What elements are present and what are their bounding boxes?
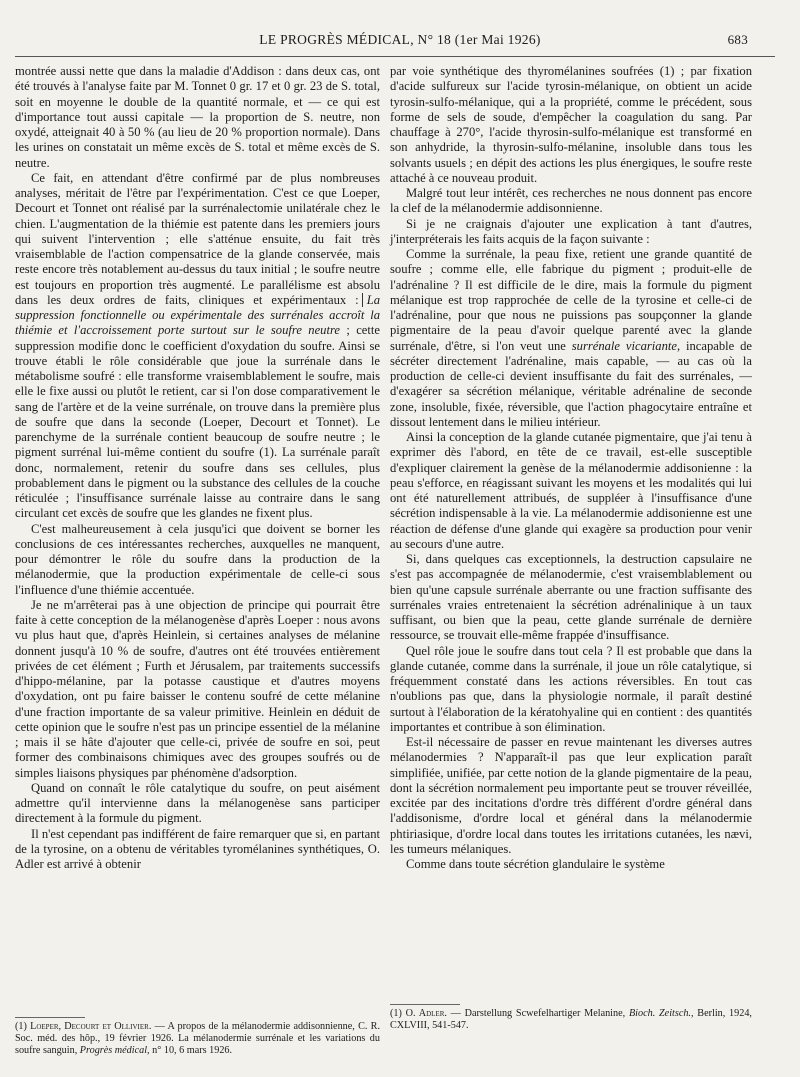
paragraph: Ainsi la conception de la glande cutanée pigmentaire, que j'ai tenu à exprimer dès l'abord, en tête de ce travail, est-elle susceptible d'expliquer clairement la genèse de la mélanodermie addisonienne : la peau s'efforce, en réagissant suivant les moyens et les modalités qui lui ont été naturellement attribués, de suppléer à l'insuffisance d'une sécrétion indispensable à la vie. La mélanodermie addisonienne est une réaction de défense d'une glande qui exagère sa production pour venir au secours d'une autre. — [390, 430, 752, 551]
running-header — [0, 30, 800, 54]
paragraph-text: Comme la surrénale, la peau fixe, retient une grande quantité de soufre ; comme elle, elle fabrique du pigment ; produit-elle de l'adrénaline ? Il est difficile de le dire, mais la formule du pigment mélanique est trop rapprochée de celle de la tyrosine et celle-ci de l'adrénaline, pour que nous ne puissions pas soupçonner la glande pigmentaire de la peau d'avoir quelque parenté avec la glande surrénale, d'être, si l'on veut une — [390, 247, 752, 353]
paragraph: montrée aussi nette que dans la maladie d'Addison : dans deux cas, ont été trouvés à l'analyse faite par M. Tonnet 0 gr. 17 et 0 gr. 23 de S. total, soit en moyenne le double de la quantité normale, et — ce qui est d'importance tout aussi capitale — la proportion de S. neutre, non oxydé, atteignait 40 à 50 % (au lieu de 20 % proportion normale). Dans les urines on constatait un même excès de S. total et même excès de S. neutre. — [15, 64, 380, 170]
paragraph-text: ; cette suppression modifie donc le coefficient d'oxydation du soufre. Ainsi se trouve établi le rôle considérable que joue la surrénale dans le métabolisme soufré : elle transforme vraisemblablement le soufre, mais elle le fixe aussi ou plutôt le retient, car si l'on dose comparativement le sang de l'artère et de la veine surrénale, on trouve dans la première plus de soufre que dans la seconde (Loeper, Decourt et Tonnet). Le parenchyme de la surrénale contient beaucoup de soufre neutre ; le pigment surrénal lui-même contient du soufre (1). La surrénale paraît donc, normalement, retenir du soufre dans ses cellules, plus probablement dans le pigment ou la substance des cellules de la couche réticulée ; l'insuffisance surrénale laisse au contraire dans le sang circulant cet excès de soufre que les glandes ne fixent plus. — [15, 323, 380, 521]
journal-title: LE PROGRÈS MÉDICAL, N° 18 (1er Mai 1926) — [259, 32, 541, 47]
footnote-text: . — A propos de la mélanodermie addisonnienne, C. R. Soc. méd. des hôp., 19 février 1926. La mélanodermie surrénale et les variations du soufre sanguin, — [15, 1021, 380, 1056]
paragraph: par voie synthétique des thyromélanines soufrées (1) ; par fixation d'acide sulfureux sur l'acide tyrosin-mélanique, on obtient un acide tyrosin-sulfo-mélanique, qui a la propriété, comme le précédent, sous forme de sels de soude, d'empêcher la coagulation du sang. Par chauffage à 270°, l'acide thyrosin-sulfo-mélanique est transformé en son anhydride, la thyrosin-sulfo-mélanine, insoluble dans tous les solvants usuels ; en dépit des actions les plus énergiques, le soufre reste attaché à ce nouveau produit. — [390, 64, 752, 185]
paragraph-text: , incapable de sécréter directement l'adrénaline, mais capable, — au cas où la production de celle-ci devient insuffisante du fait des surrénales, — d'exagérer sa sécrétion mélanique, véritable adrénaline de seconde zone, insoluble, fixée, réversible, que l'action phagocytaire entraîne et dissout lentement dans le milieu intérieur. — [390, 338, 752, 429]
header-rule — [15, 56, 775, 57]
left-column — [15, 64, 380, 872]
right-column — [390, 64, 752, 872]
paragraph: Quand on connaît le rôle catalytique du soufre, on peut aisément admettre qu'il intervienne dans la mélanogenèse sans participer directement à la formule du pigment. — [15, 780, 380, 826]
footnote-rule — [390, 1004, 460, 1005]
footnote-tail: , Berlin, 1924, CXLVIII, 541-547. — [390, 1008, 752, 1031]
paragraph: C'est malheureusement à cela jusqu'ici que doivent se borner les conclusions de ces intéressantes recherches, auxquelles ne manquent, pour démontrer le rôle du soufre dans la production de la mélanodermie, que la production expérimentale de celle-ci sous l'influence d'une thiémie accentuée. — [15, 521, 380, 597]
paragraph: Si, dans quelques cas exceptionnels, la destruction capsulaire ne s'est pas accompagnée de mélanodermie, c'est vraisemblablement ou bien qu'une capsule surrénale aberrante ou une fraction suffisante des surrénales vraies entretenaient la sécrétion adrénalinique à un taux suffisant, ou bien que la peau, cette glande surrénale de dernière ressource, se trouvait elle-même frappée d'insuffisance. — [390, 552, 752, 643]
footnote-rule — [15, 1017, 85, 1018]
paragraph — [15, 171, 380, 522]
italic-term: surrénale vicariante — [571, 338, 677, 353]
footnote-text: . — Darstellung Scwefelhartiger Melanine, — [444, 1008, 629, 1019]
paragraph: Si je ne craignais d'ajouter une explication à tant d'autres, j'interpréterais les faits acquis de la façon suivante : — [390, 216, 752, 246]
footnote-journal: Progrès médical — [79, 1045, 148, 1056]
right-footnote — [390, 1008, 752, 1032]
paragraph: Je ne m'arrêterai pas à une objection de principe qui pourrait être faite à cette conception de la mélanogenèse d'après Loeper : nous avons vu plus haut que, d'après Heinlein, si certaines analyses de mélanine donnent jusqu'à 10 % de soufre, d'autres ont été trouvées entièrement privées de cet élément ; Furth et Jérusalem, par traitements successifs d'hippo-mélanine, par la potasse caustique et d'autres moyens d'oxydation, ont pu faire baisser le contenu soufré de cette mélanine d'une fraction importante de sa valeur primitive. Heinlein en déduit de cette opinion que le soufre n'est pas un principe essentiel de la mélanine ; mais il se hâte d'ajouter que celle-ci, privée de soufre en soi, peut former des combinaisons chimiques avec des groupes soufrés ou de simples liaisons physiques par phénomène d'adsorption. — [15, 597, 380, 780]
footnote-marker: (1) — [390, 1008, 406, 1019]
paragraph: Quel rôle joue le soufre dans tout cela ? Il est probable que dans la glande cutanée, comme dans la surrénale, il joue un rôle catalytique, si fréquemment constaté dans les actions réversibles. En tout cas n'oublions pas que, dans la physiologie normale, il paraît destiné surtout à l'élaboration de la kératohyaline qui en contient : des quantités importantes et contribue à son élimination. — [390, 643, 752, 734]
paragraph-text: Ce fait, en attendant d'être confirmé par de plus nombreuses analyses, méritait de l'être par l'expérimentation. C'est ce que Loeper, Decourt et Tonnet ont réalisé par la surrénalectomie unilatérale chez le chien. L'augmentation de la thiémie est patente dans les premiers jours qui suivent l'intervention ; elle s'atténue ensuite, du fait très vraisemblable de l'action compensatrice de la glande conservée, mais reste encore très notablement au-dessus du taux initial ; le soufre neutre est toujours en proportion très augmenté. Le parallélisme est absolu dans les deux ordres de faits, cliniques et expérimentaux : — [15, 170, 380, 307]
footnote-author: O. Adler — [405, 1008, 445, 1019]
paragraph: Comme dans toute sécrétion glandulaire le système — [406, 857, 665, 871]
paragraph: Il n'est cependant pas indifférent de faire remarquer que si, en partant de la tyrosine, on a obtenu de véritables tyromélanines synthétiques, O. Adler est arrivé à obtenir — [15, 826, 380, 871]
paragraph: Malgré tout leur intérêt, ces recherches ne nous donnent pas encore la clef de la mélanodermie addisonnienne. — [390, 186, 752, 216]
italic-conclusion: La suppression fonctionnelle ou expérimentale des surrénales accroît la thiémie et l'accroissement porte surtout sur le soufre neutre — [15, 292, 380, 338]
paragraph — [390, 247, 752, 430]
page-number: 683 — [727, 32, 748, 47]
paragraph: Est-il nécessaire de passer en revue maintenant les diverses autres mélanodermies ? N'apparaît-il pas que leur explication paraît simplifiée, unifiée, par cette notion de la glande pigmentaire de la peau, dont la sécrétion normalement peu importante peut se trouver réveillée, excitée par des incitations d'ordre très différent d'ordre général dans l'addisonisme, d'ordre local et général dans la mélanodermie phtiriasique, d'ordre local dans toutes les irritations cutanées, les nævi, les tumeurs mélaniques. — [390, 735, 752, 856]
footnote-tail: , n° 10, 6 mars 1926. — [147, 1045, 233, 1056]
footnote-journal: Bioch. Zeitsch. — [628, 1008, 691, 1019]
left-footnote — [15, 1021, 380, 1057]
footnote-marker: (1) — [15, 1021, 31, 1032]
footnote-authors: Loeper, Decourt et Ollivier — [30, 1021, 149, 1032]
